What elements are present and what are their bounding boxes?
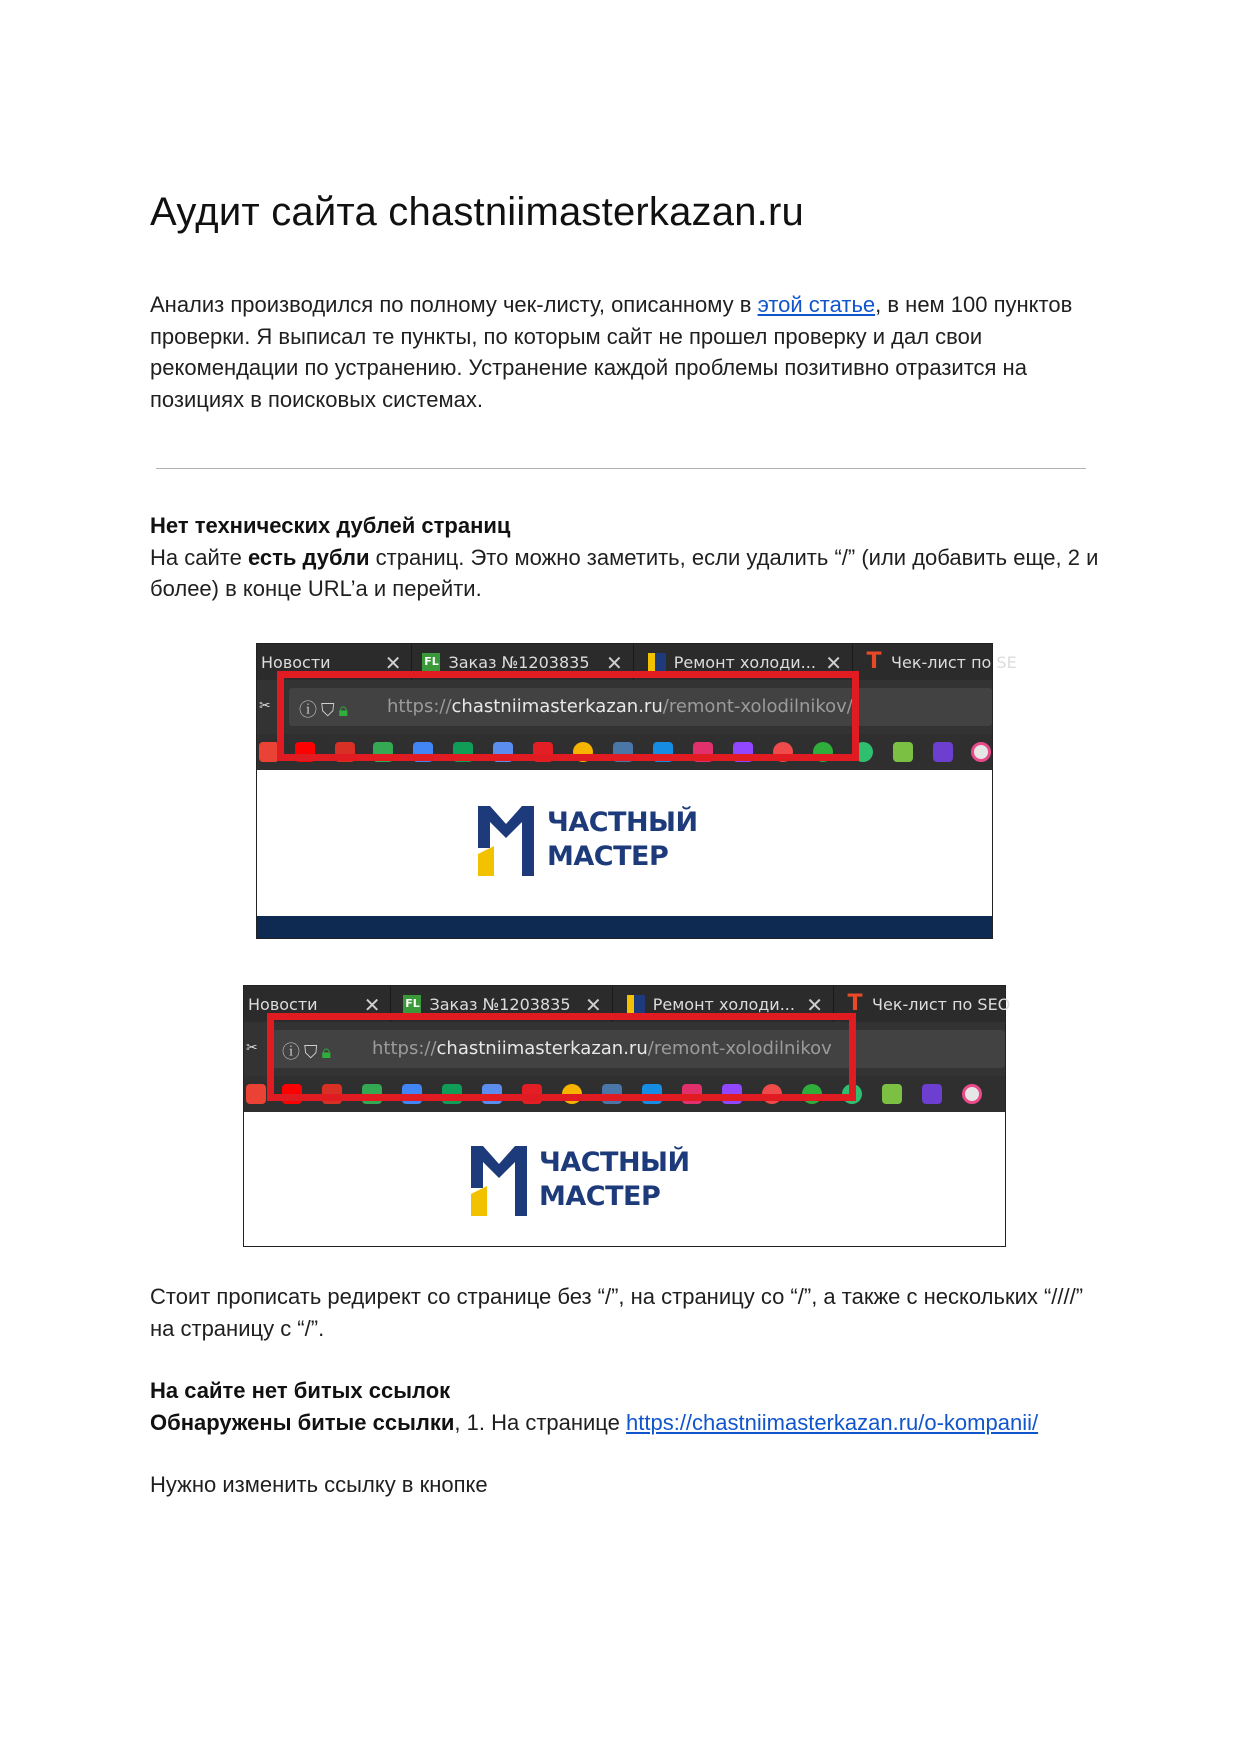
browser-tab: Новости ✕ [257, 644, 412, 680]
master-logo-icon [478, 806, 534, 876]
bookmark-icon [922, 1084, 942, 1104]
browser-tab: T Чек-лист по SEO [847, 991, 1011, 1016]
master-favicon-icon [648, 653, 666, 671]
fl-favicon-icon: FL [422, 653, 440, 671]
master-favicon-icon [627, 995, 645, 1013]
browser-tab: FL Заказ №1203835 ✕ [412, 644, 633, 680]
browser-tab: Новости ✕ [244, 986, 391, 1022]
broken-links-bold: Обнаружены битые ссылки [150, 1409, 455, 1435]
close-icon: ✕ [584, 993, 602, 1017]
close-icon: ✕ [384, 651, 402, 675]
duolingo-icon [882, 1084, 902, 1104]
site-header-preview [244, 1112, 1005, 1246]
extension-icon: ✂ [259, 698, 271, 714]
screenshot-url-with-slash [256, 643, 1017, 939]
horizontal-divider [156, 468, 1086, 469]
url-text: https://chastniimasterkazan.ru/remont-xolodilnikov [372, 1038, 832, 1059]
google-icon [259, 742, 279, 762]
bookmark-icon [962, 1084, 982, 1104]
extension-icon: ✂ [246, 1040, 258, 1056]
button-link-note: Нужно изменить ссылку в кнопке [150, 1472, 488, 1497]
bookmark-icon [971, 742, 991, 762]
duplicates-bold: есть дубли [247, 544, 370, 570]
tilda-favicon-icon: T [847, 991, 863, 1016]
section-duplicates: Нет технических дублей страниц На сайте есть дубли страниц. Это можно заметить, если удалить “/” (или добавить еще, 2 и более) в конце URL’а и перейти. [150, 513, 1099, 601]
close-icon: ✕ [806, 993, 823, 1017]
browser-tab: Ремонт холоди... ✕ [613, 986, 834, 1022]
close-icon: ✕ [605, 651, 623, 675]
google-icon [246, 1084, 266, 1104]
broken-link-url[interactable]: https://chastniimasterkazan.ru/o-kompanii/ [626, 1409, 1039, 1435]
close-icon: ✕ [825, 651, 842, 675]
browser-tab: T Чек-лист по SE [866, 649, 1017, 674]
site-info-icon: ⓘ⛉🔒︎ [299, 700, 353, 721]
site-info-icon: ⓘ⛉🔒︎ [282, 1042, 336, 1063]
intro-text: Анализ производился по полному чек-листу, описанному в [150, 292, 758, 317]
lock-icon: 🔒︎ [321, 1042, 336, 1063]
intro-paragraph [150, 289, 1100, 415]
redirect-recommendation: Стоит прописать редирект со странице без “/”, на страницу со “/”, а также с нескольких “////” на страницу с “/”. [150, 1284, 1084, 1341]
fl-favicon-icon: FL [403, 995, 421, 1013]
bookmark-icon [933, 742, 953, 762]
url-highlight-box [267, 1013, 856, 1101]
close-icon: ✕ [363, 993, 381, 1017]
browser-tab: FL Заказ №1203835 ✕ [391, 986, 612, 1022]
tilda-favicon-icon: T [866, 649, 882, 674]
site-header-preview [257, 770, 992, 938]
url-text: https://chastniimasterkazan.ru/remont-xolodilnikov/ [387, 696, 853, 717]
logo-wordmark: ЧАСТНЫЙ МАСТЕР [539, 1147, 690, 1212]
duolingo-icon [893, 742, 913, 762]
page-title: Аудит сайта chastniimasterkazan.ru [150, 190, 804, 234]
section-heading-broken-links: На сайте нет битых ссылок [150, 1378, 451, 1403]
logo-wordmark: ЧАСТНЫЙ МАСТЕР [547, 807, 698, 872]
intro-text-continued: , в нем 100 пунктов проверки. Я выписал те пункты, по которым сайт не прошел проверку и дал свои рекомендации по устранению. Устранение каждой проблемы позитивно отразится на позициях в поисковых системах. [150, 292, 1073, 412]
section-broken-links: На сайте нет битых ссылок Обнаружены битые ссылки, 1. На странице https://chastniimasterkazan.ru/o-kompanii/ [150, 1378, 1039, 1435]
screenshot-url-without-slash [243, 985, 1011, 1247]
master-logo-icon [471, 1146, 527, 1216]
site-navbar-band [257, 916, 992, 938]
lock-icon: 🔒︎ [338, 700, 353, 721]
article-link[interactable]: этой статье [757, 292, 876, 317]
url-highlight-box [277, 671, 859, 761]
section-heading-duplicates: Нет технических дублей страниц [150, 513, 511, 538]
browser-tab: Ремонт холоди... ✕ [634, 644, 853, 680]
